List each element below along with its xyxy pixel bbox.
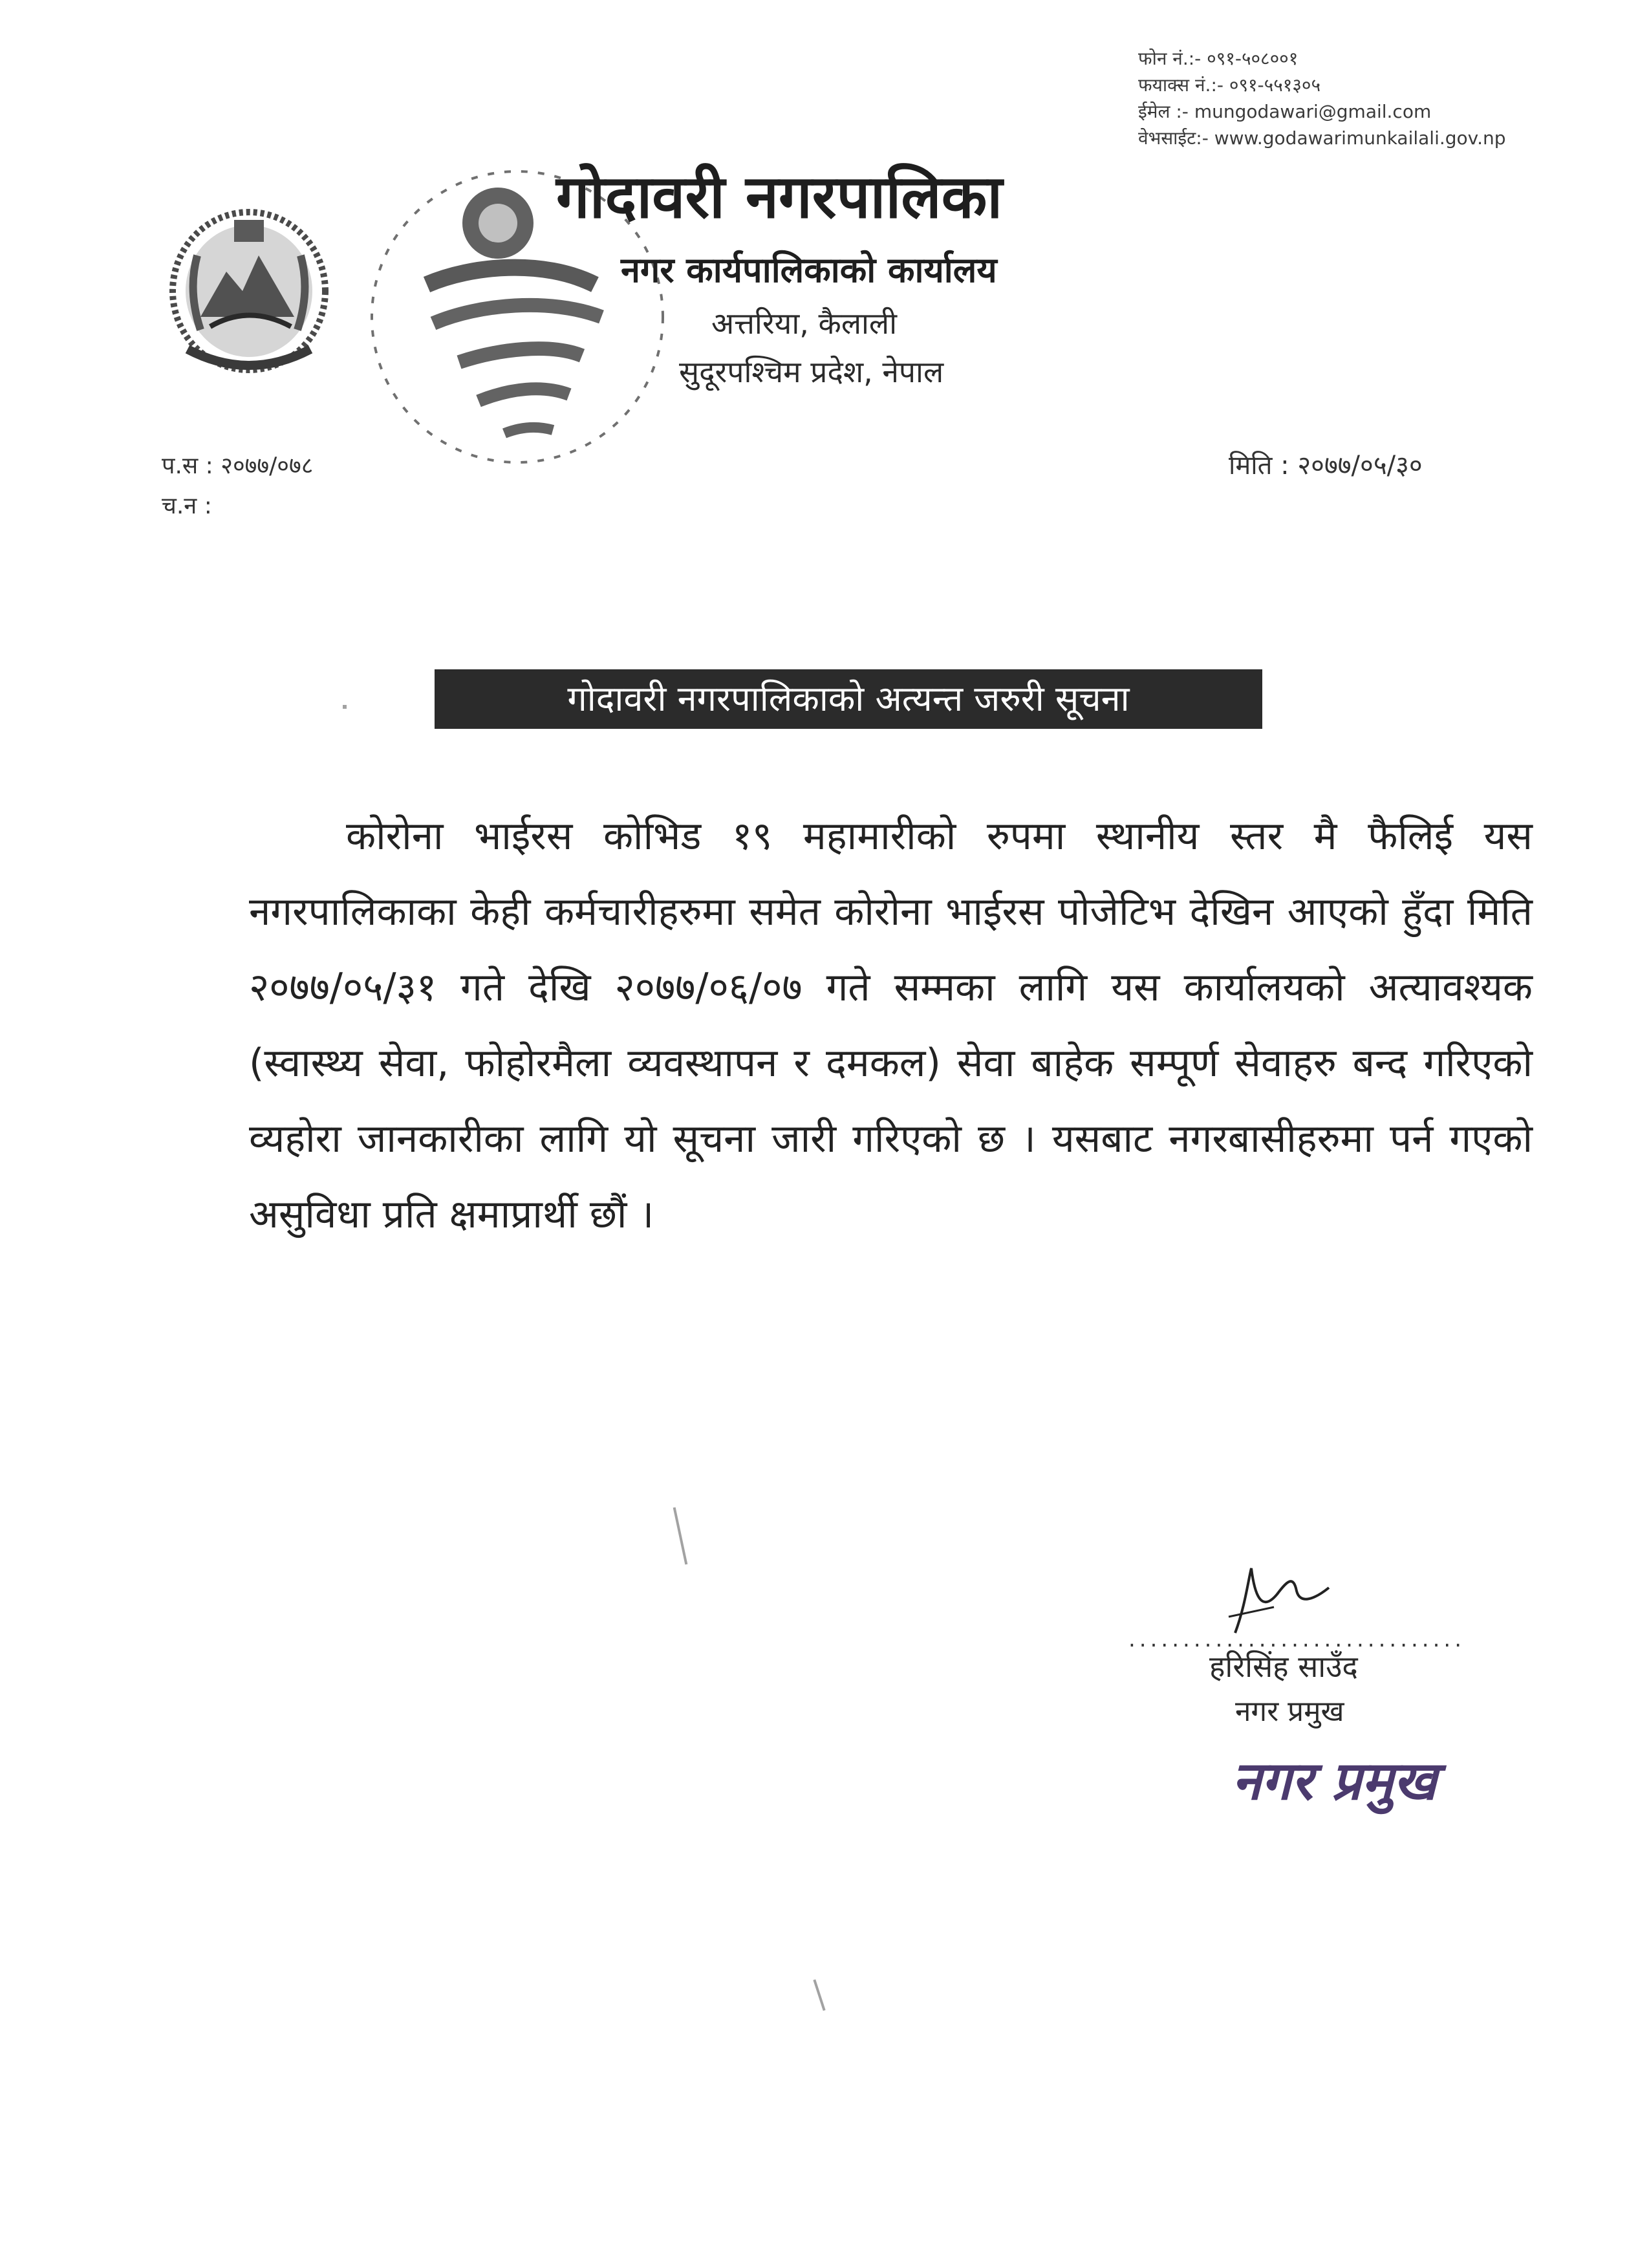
scan-speck (673, 1507, 688, 1565)
notice-body: कोरोना भाईरस कोभिड १९ महामारीको रुपमा स्थानीय स्तर मै फैलिई यस नगरपालिकाका केही कर्मचारीहरुमा समेत कोरोना भाईरस पोजेटिभ देखिन आएको हुँदा मिति २०७७/०५/३१ गते देखि २०७७/०६/०७ गते सम्मका लागि यस कार्यालयको अत्यावश्यक (स्वास्थ्य सेवा, फोहोरमैला व्यवस्थापन र दमकल) सेवा बाहेक सम्पूर्ण सेवाहरु बन्द गरिएको व्यहोरा जानकारीका लागि यो सूचना जारी गरिएको छ । यसबाट नगरबासीहरुमा पर्न गएको असुविधा प्रति क्षमाप्रार्थी छौं । (249, 814, 1533, 1237)
reference-block (162, 446, 313, 526)
signatory-name: हरिसिंह साउँद (1209, 1649, 1358, 1684)
contact-phone: फोन नं.:- ०९१-५०८००१ (1138, 48, 1299, 69)
designation-stamp: नगर प्रमुख (1232, 1751, 1437, 1812)
contact-email: ईमेल :- mungodawari@gmail.com (1138, 101, 1432, 122)
address-line-1: अत्तरिया, कैलाली (711, 306, 898, 341)
contact-website: वेभसाईट:- www.godawarimunkailali.gov.np (1138, 127, 1506, 149)
reference-ps: प.स : २०७७/०७८ (162, 453, 314, 479)
scan-speck (343, 705, 347, 709)
letter-date: मिति : २०७७/०५/३० (1229, 451, 1423, 481)
address-line-2: सुदूरपश्चिम प्रदेश, नेपाल (679, 354, 944, 389)
municipality-title: गोदावरी नगरपालिका (556, 162, 1003, 232)
reference-chn: च.न : (162, 493, 212, 519)
signature-line: ............................... (1128, 1626, 1466, 1652)
contact-block (1138, 45, 1604, 151)
nepal-emblem-icon (162, 194, 336, 388)
notice-heading: गोदावरी नगरपालिकाको अत्यन्त जरुरी सूचना (435, 669, 1262, 729)
scan-speck (813, 1980, 825, 2011)
signatory-title: नगर प्रमुख (1235, 1695, 1344, 1728)
contact-fax: फयाक्स नं.:- ०९१-५५१३०५ (1138, 74, 1321, 96)
office-name: नगर कार्यपालिकाको कार्यालय (621, 250, 997, 290)
